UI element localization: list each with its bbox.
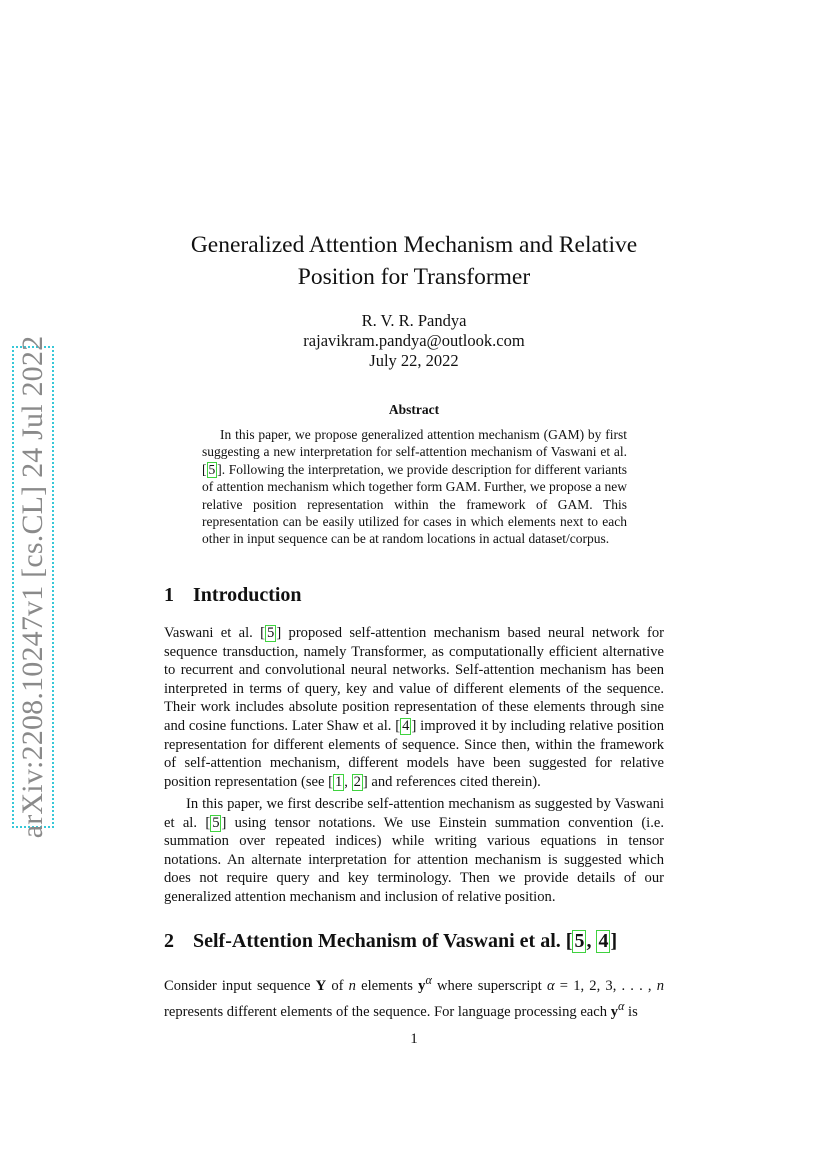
section-title: Introduction — [193, 584, 302, 606]
abstract-heading: Abstract — [388, 402, 440, 417]
text-run: elements — [355, 977, 419, 994]
text-run: Consider input sequence — [164, 977, 316, 994]
arxiv-identifier[interactable]: arXiv:2208.10247v1 [cs.CL] 24 Jul 2022 — [16, 335, 49, 839]
paper-date: July 22, 2022 — [369, 351, 459, 370]
citation-link[interactable]: 5 — [212, 814, 220, 831]
math-superscript: α — [618, 998, 625, 1013]
math-symbol: y — [610, 1003, 618, 1020]
abstract-text-2: ]. Following the interpretation, we provide description for different variants of attention mechanism which together form GAM. Further, we propose a new relative position representation within the framework of GAM. This representation can be easily utilized for cases in which elements next to each other in input sequence can be at random locations in actual dataset/corpus. — [202, 461, 627, 547]
text-run: is — [624, 1003, 638, 1020]
citation-link[interactable]: 2 — [353, 773, 361, 790]
section-title: Self-Attention Mechanism of Vaswani et al. [ — [193, 930, 573, 952]
citation-link[interactable]: 5 — [574, 930, 585, 952]
section-heading-introduction — [164, 584, 302, 607]
author-block — [160, 311, 668, 371]
text-run: ] — [610, 930, 618, 952]
citation-link[interactable]: 4 — [402, 717, 410, 734]
intro-paragraph-1 — [164, 624, 664, 791]
text-run: ] and references cited therein). — [362, 773, 541, 790]
text-run: ] proposed self-attention mechanism based neural network for sequence transduction, namely Transformer, as computationally efficient alternative to recurrent and convolutional neural networks. Self-attention mechanism has been interpreted in terms of query, key and value of different elements of the sequence. Their work includes absolute position representation of these elements through sine and cosine functions. Later Shaw et al. [ — [164, 625, 665, 734]
citation-link[interactable]: 5 — [208, 461, 216, 477]
text-run: Vaswani et al. [ — [164, 625, 266, 641]
text-run: In this paper, we first describe self-attention mechanism as suggested by Vaswani et al. [ — [164, 796, 664, 831]
math-symbol: y — [418, 977, 426, 994]
citation-link[interactable]: 1 — [335, 773, 343, 790]
math-superscript: α — [425, 973, 432, 987]
abstract-body — [202, 426, 627, 548]
intro-paragraph-2 — [164, 795, 664, 907]
abstract-text-1: In this paper, we propose generalized attention mechanism (GAM) by first suggesting a new interpretation for self-attention mechanism of Vaswani et al. [ — [202, 427, 627, 477]
title-line-1: Generalized Attention Mechanism and Relative — [190, 232, 638, 258]
text-run: of — [326, 977, 349, 994]
paper-title — [160, 229, 668, 293]
author-email[interactable]: rajavikram.pandya@outlook.com — [303, 331, 525, 350]
text-run: represents different elements of the sequence. For language processing each — [164, 1003, 611, 1020]
citation-link[interactable]: 4 — [598, 930, 609, 952]
math-symbol: n — [348, 977, 356, 994]
text-run: where superscript — [431, 977, 547, 994]
math-symbol: n — [656, 977, 664, 994]
author-name: R. V. R. Pandya — [361, 311, 467, 330]
section-number: 2 — [164, 930, 174, 952]
text-run: , — [344, 773, 352, 790]
title-line-2: Position for Transformer — [297, 264, 531, 290]
math-symbol: α — [546, 977, 555, 994]
math-symbol: Y — [315, 977, 327, 994]
section-number: 1 — [164, 584, 174, 606]
page-number: 1 — [410, 1031, 418, 1047]
text-run: ] using tensor notations. We use Einstein summation convention (i.e. summation over repeated indices) while writing various equations in tensor notations. An alternate interpretation for attention mechanism is suggested which does not require query and key terminology. Then we provide details of our generalized attention mechanism and inclusion of relative position. — [164, 814, 665, 905]
text-run: ] improved it by including relative position representation for different elements of sequence. Since then, within the framework of self-attention mechanism, different models have been suggested for relative position representation (see [ — [164, 717, 665, 790]
section-heading-self-attention — [164, 930, 617, 953]
citation-link[interactable]: 5 — [267, 625, 275, 641]
text-run: = 1, 2, 3, . . . , — [554, 977, 657, 994]
section2-paragraph — [164, 970, 664, 1022]
text-run: , — [586, 930, 597, 952]
